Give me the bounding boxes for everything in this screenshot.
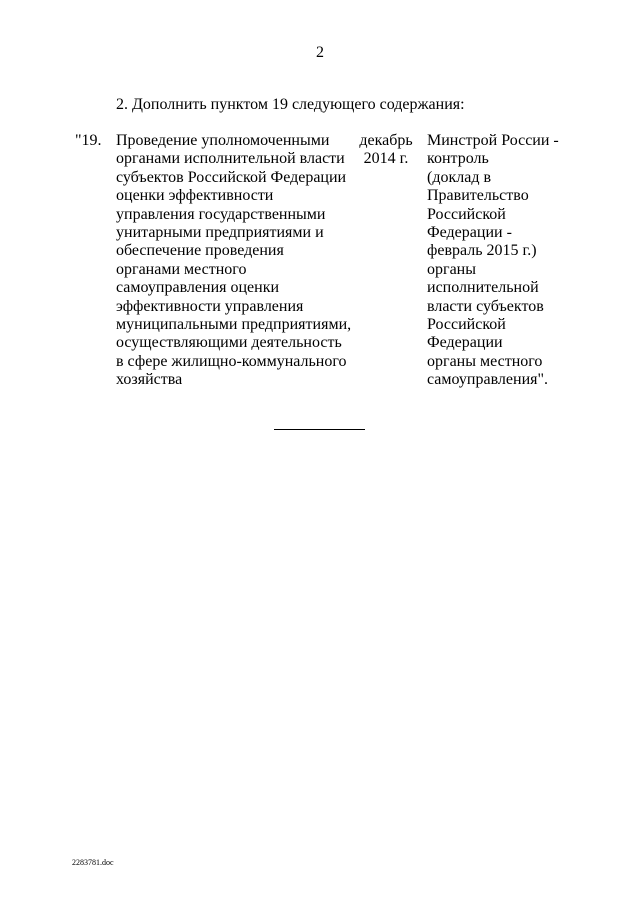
item-responsible-line: самоуправления". (427, 371, 549, 389)
item-text-line: органами местного (116, 260, 247, 278)
footer-document-id: 2283781.doc (72, 858, 114, 867)
item-responsible-line: контроль (427, 150, 489, 168)
item-text-line: оценки эффективности (116, 187, 274, 205)
item-responsible-line: исполнительной (427, 279, 539, 297)
item-text-line: эффективности управления (116, 297, 304, 315)
item-deadline-line: 2014 г. (363, 150, 409, 168)
end-divider-line (274, 429, 365, 430)
amendment-instruction: 2. Дополнить пунктом 19 следующего содержания: (116, 96, 465, 113)
item-responsible-line: органы местного (427, 352, 543, 370)
item-text-line: в сфере жилищно-коммунального (116, 352, 347, 370)
item-text-line: унитарными предприятиями и (116, 224, 324, 242)
item-text-line: самоуправления оценки (116, 279, 280, 297)
item-responsible-line: Федерации - (427, 224, 512, 242)
item-responsible-line: власти субъектов (427, 297, 544, 315)
item-responsible-line: февраль 2015 г.) (427, 242, 537, 260)
item-responsible-line: Правительство (427, 187, 529, 205)
item-deadline-line: декабрь (359, 132, 413, 149)
item-responsible-line: Федерации (427, 334, 503, 352)
item-responsible (427, 132, 567, 390)
item-text-line: управления государственными (116, 205, 326, 223)
item-text-line: субъектов Российской Федерации (116, 168, 347, 186)
item-text-line: обеспечение проведения (116, 242, 284, 260)
item-text-line: муниципальными предприятиями, (116, 316, 352, 334)
item-text (116, 132, 356, 390)
item-text-line: Проведение уполномоченными (116, 132, 330, 149)
item-responsible-line: Российской (427, 205, 506, 223)
item-text-line: хозяйства (116, 371, 183, 389)
item-text-line: осуществляющими деятельность (116, 334, 342, 352)
item-responsible-line: органы (427, 260, 476, 278)
item-responsible-line: Минстрой России - (427, 132, 559, 149)
item-deadline (346, 132, 426, 169)
item-responsible-line: Российской (427, 316, 506, 334)
item-text-line: органами исполнительной власти (116, 150, 345, 168)
item-responsible-line: (доклад в (427, 168, 492, 186)
page-number: 2 (316, 44, 324, 61)
item-number: "19. (75, 132, 102, 149)
